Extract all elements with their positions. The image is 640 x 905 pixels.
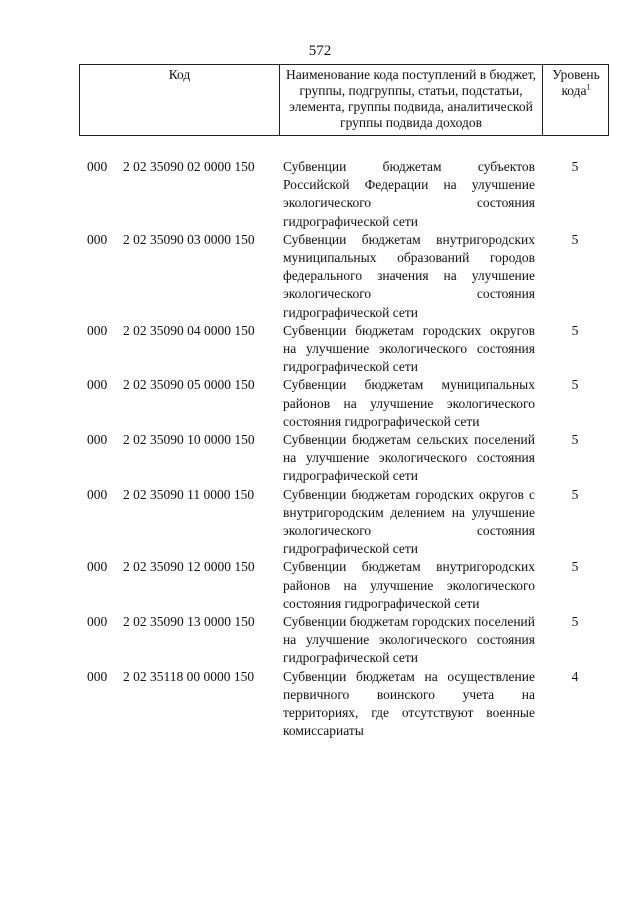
row-level: 5 xyxy=(571,377,579,393)
row-name: Субвенции бюджетам городских округов на улучшение экологического состояния гидрографической сети xyxy=(283,322,535,375)
row-revenue-code: 2 02 35090 12 0000 150 xyxy=(123,559,255,575)
table-row xyxy=(0,376,640,431)
table-row xyxy=(0,231,640,322)
header-level-label: Уровень кода xyxy=(552,67,600,98)
row-admin-code: 000 xyxy=(87,486,108,502)
row-name: Субвенции бюджетам муниципальных районов на улучшение экологического состояния гидрографической сети xyxy=(283,377,535,429)
row-name: Субвенции бюджетам внутригородских муниципальных образований городов федерального значения на улучшение экологического состояния гидрографической сети xyxy=(283,231,535,320)
row-name: Субвенции бюджетам субъектов Российской Федерации на улучшение экологического состояния гидрографической сети xyxy=(283,159,535,229)
row-level: 5 xyxy=(571,559,579,575)
row-admin-code: 000 xyxy=(87,432,108,448)
table-row xyxy=(0,431,640,486)
row-revenue-code: 2 02 35090 03 0000 150 xyxy=(123,231,255,247)
row-admin-code: 000 xyxy=(87,159,108,174)
row-admin-code: 000 xyxy=(87,559,108,575)
table-row xyxy=(0,558,640,613)
row-level: 5 xyxy=(571,159,579,174)
row-revenue-code: 2 02 35090 11 0000 150 xyxy=(123,486,255,502)
header-code: Код xyxy=(168,67,191,82)
header-name: Наименование кода поступлений в бюджет, группы, подгруппы, статьи, подстатьи, элемента, группы подвида, аналитической группы подвида доходов xyxy=(279,65,542,135)
row-name: Субвенции бюджетам на осуществление первичного воинского учета на территориях, где отсутствуют военные комиссариаты xyxy=(283,668,535,739)
row-revenue-code: 2 02 35118 00 0000 150 xyxy=(123,668,255,684)
row-name: Субвенции бюджетам внутригородских районов на улучшение экологического состояния гидрографической сети xyxy=(283,559,535,611)
page-number: 572 xyxy=(308,43,332,59)
row-name: Субвенции бюджетам городских округов с внутригородским делением на улучшение экологического состояния гидрографической сети xyxy=(283,486,535,557)
row-level: 5 xyxy=(571,322,579,338)
row-revenue-code: 2 02 35090 04 0000 150 xyxy=(123,322,255,338)
header-level-footnote: 1 xyxy=(586,82,591,92)
row-revenue-code: 2 02 35090 13 0000 150 xyxy=(123,614,255,630)
row-name: Субвенции бюджетам сельских поселений на улучшение экологического состояния гидрографической сети xyxy=(283,432,535,484)
row-level: 5 xyxy=(571,614,579,630)
table-row xyxy=(0,322,640,377)
table-row xyxy=(0,486,640,559)
table-header xyxy=(79,64,609,136)
table-row xyxy=(0,668,640,741)
row-name: Субвенции бюджетам городских поселений на улучшение экологического состояния гидрографической сети xyxy=(283,614,535,666)
table-row xyxy=(0,158,640,231)
table-body xyxy=(0,158,640,741)
row-revenue-code: 2 02 35090 05 0000 150 xyxy=(123,377,255,393)
row-level: 5 xyxy=(571,486,579,502)
row-admin-code: 000 xyxy=(87,614,108,630)
row-admin-code: 000 xyxy=(87,377,108,393)
row-admin-code: 000 xyxy=(87,231,108,247)
row-level: 4 xyxy=(571,668,579,684)
header-level xyxy=(542,65,609,135)
row-admin-code: 000 xyxy=(87,322,108,338)
row-level: 5 xyxy=(571,432,579,448)
row-revenue-code: 2 02 35090 02 0000 150 xyxy=(123,159,255,174)
row-revenue-code: 2 02 35090 10 0000 150 xyxy=(123,432,255,448)
row-level: 5 xyxy=(571,231,579,247)
table-row xyxy=(0,613,640,668)
row-admin-code: 000 xyxy=(87,668,108,684)
